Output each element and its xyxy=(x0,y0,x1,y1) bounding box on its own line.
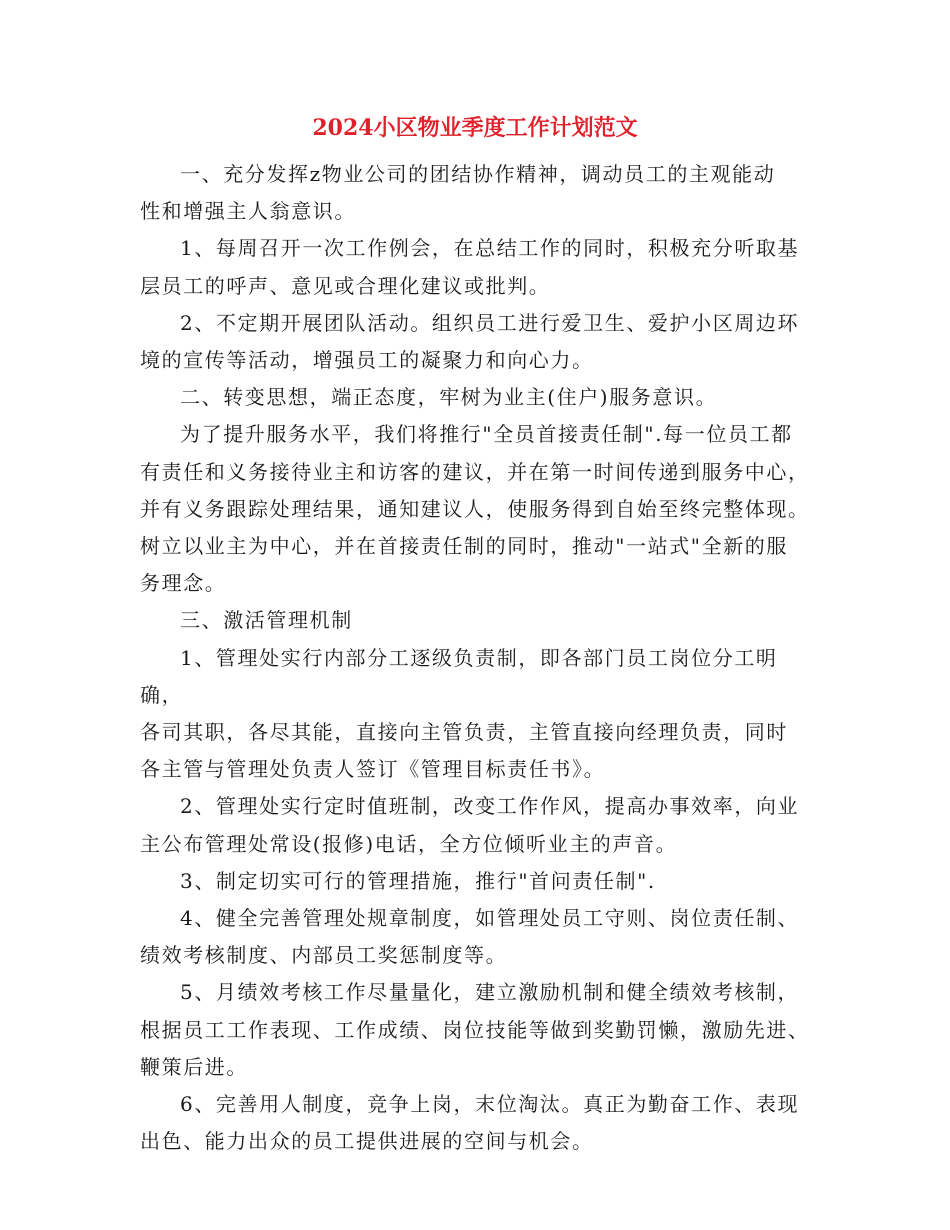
paragraph xyxy=(140,305,820,379)
paragraph-line: 2、不定期开展团队活动。组织员工进行爱卫生、爱护小区周边环 xyxy=(180,310,800,335)
paragraph-line: 2、管理处实行定时值班制，改变工作作风，提高办事效率，向业 xyxy=(180,794,800,819)
paragraph-line: 层员工的呼声、意见或合理化建议或批判。 xyxy=(140,273,551,298)
paragraph-line: 各主管与管理处负责人签订《管理目标责任书》。 xyxy=(140,757,606,782)
paragraph-line: 5、月绩效考核工作尽量量化，建立激励机制和健全绩效考核制， xyxy=(180,980,800,1005)
paragraph xyxy=(140,602,820,639)
paragraph-line: 3、制定切实可行的管理措施，推行"首问责任制". xyxy=(180,868,656,893)
paragraph-line: 4、健全完善管理处规章制度，如管理处员工守则、岗位责任制、 xyxy=(180,906,800,931)
paragraph xyxy=(140,379,820,416)
paragraph xyxy=(140,230,820,304)
paragraph-line: 一、充分发挥z物业公司的团结协作精神，调动员工的主观能动 xyxy=(180,162,776,186)
paragraph-line: 6、完善用人制度，竞争上岗，末位淘汰。真正为勤奋工作、表现 xyxy=(180,1092,800,1117)
paragraph-line: 务理念。 xyxy=(140,571,227,596)
paragraph xyxy=(140,788,820,862)
paragraph xyxy=(140,863,820,900)
paragraph-line: 1、每周召开一次工作例会，在总结工作的同时，积极充分听取基 xyxy=(180,236,800,261)
paragraph-line: 1、管理处实行内部分工逐级负责制，即各部门员工岗位分工明确， xyxy=(140,645,778,707)
paragraph xyxy=(140,416,820,602)
paragraph xyxy=(140,974,820,1086)
paragraph-line: 为了提升服务水平，我们将推行"全员首接责任制".每一位员工都 xyxy=(180,422,793,447)
document-body xyxy=(140,156,820,1160)
paragraph-line: 鞭策后进。 xyxy=(140,1054,248,1079)
paragraph-line: 并有义务跟踪处理结果，通知建议人，使服务得到自始至终完整体现。 xyxy=(140,496,810,521)
paragraph-line: 根据员工工作表现、工作成绩、岗位技能等做到奖勤罚懒，激励先进、 xyxy=(140,1017,810,1042)
paragraph-line: 绩效考核制度、内部员工奖惩制度等。 xyxy=(140,943,508,968)
paragraph-line: 出色、能力出众的员工提供进展的空间与机会。 xyxy=(140,1129,594,1154)
paragraph xyxy=(140,1086,820,1160)
paragraph-line: 境的宣传等活动，增强员工的凝聚力和向心力。 xyxy=(140,348,594,373)
paragraph-line: 各司其职，各尽其能，直接向主管负责，主管直接向经理负责，同时 xyxy=(140,720,788,745)
paragraph-line: 树立以业主为中心，并在首接责任制的同时，推动"一站式"全新的服 xyxy=(140,534,788,559)
paragraph xyxy=(140,156,820,230)
paragraph-line: 二、转变思想，端正态度，牢树为业主(住户)服务意识。 xyxy=(180,385,718,410)
paragraph-line: 性和增强主人翁意识。 xyxy=(140,199,356,224)
paragraph-line: 三、激活管理机制 xyxy=(180,608,353,633)
paragraph-line: 主公布管理处常设(报修)电话，全方位倾听业主的声音。 xyxy=(140,831,678,856)
document-title: 2024小区物业季度工作计划范文 xyxy=(312,115,638,141)
paragraph xyxy=(140,640,820,789)
paragraph xyxy=(140,900,820,974)
paragraph-line: 有责任和义务接待业主和访客的建议，并在第一时间传递到服务中心， xyxy=(140,459,810,484)
